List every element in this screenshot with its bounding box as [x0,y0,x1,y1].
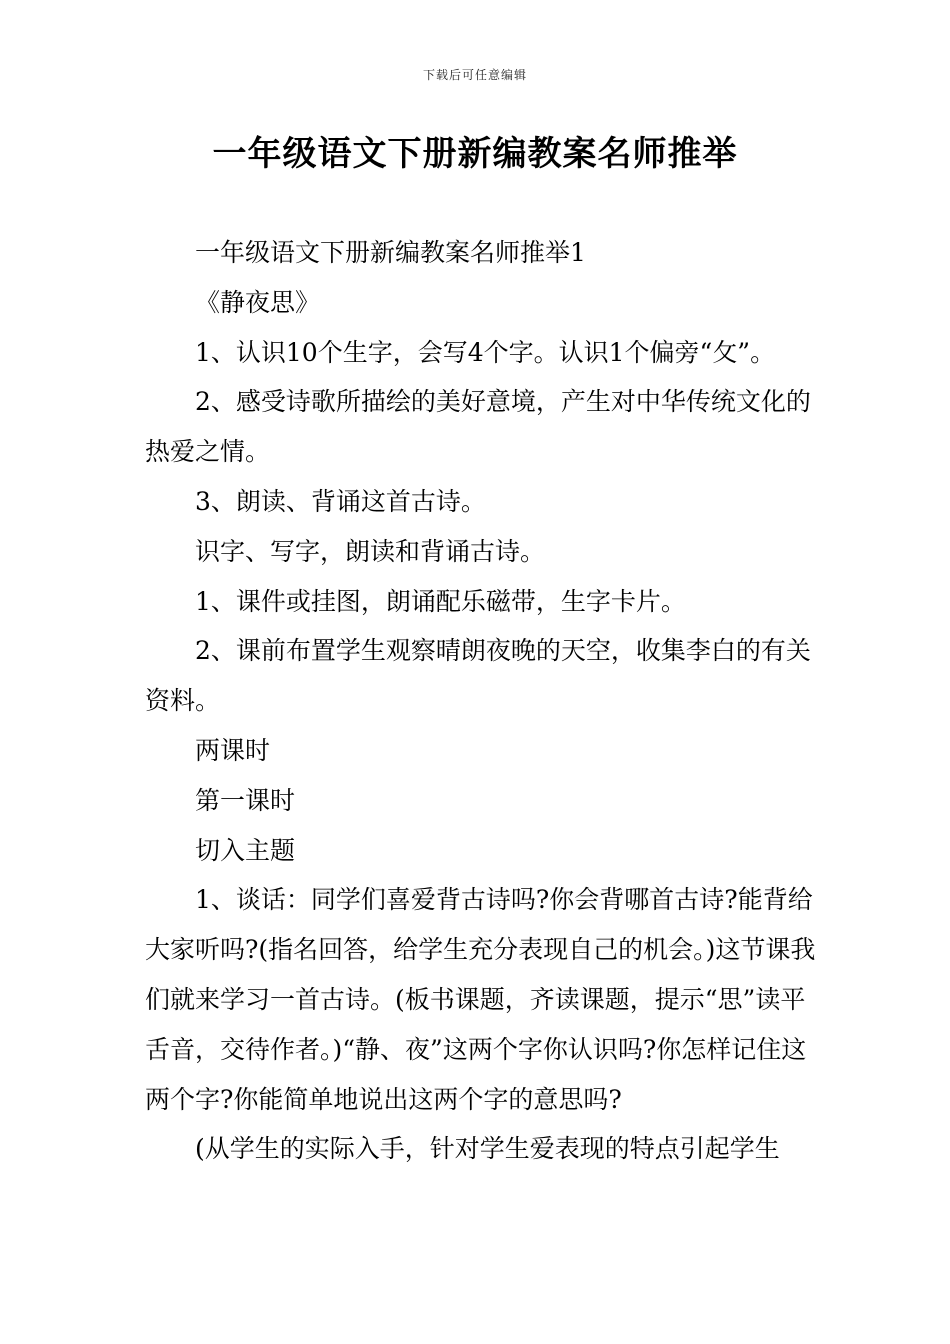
paragraph-note: (从学生的实际入手，针对学生爱表现的特点引起学生 [195,1134,780,1164]
paragraph-intro-heading: 切入主题 [195,835,296,865]
paragraph-goal-1: 1、认识10个生字，会写4个字。认识1个偏旁“攵”。 [195,337,776,367]
paragraph-goal-2: 2、感受诗歌所描绘的美好意境，产生对中华传统文化的热爱之情。 [145,387,811,467]
paragraph-duration: 两课时 [195,735,271,765]
document-title: 一年级语文下册新编教案名师推举 [212,134,738,174]
page-header-note: 下载后可任意编辑 [422,68,527,82]
paragraph-first-lesson: 第一课时 [195,785,296,815]
paragraph-key-points: 识字、写字，朗读和背诵古诗。 [195,536,546,566]
paragraph-prep-2: 2、课前布置学生观察晴朗夜晚的天空，收集李白的有关资料。 [145,636,811,716]
paragraph-intro-talk: 1、谈话：同学们喜爱背古诗吗?你会背哪首古诗?能背给大家听吗?(指名回答，给学生充分表现自己的机会。)这节课我们就来学习一首古诗。(板书课题，齐读课题，提示“思”读平舌音，交待作者。)“静、夜”这两个字你认识吗?你怎样记住这两个字?你能简单地说出这两个字的意思吗? [145,885,816,1114]
paragraph-section-heading: 一年级语文下册新编教案名师推举1 [195,238,586,267]
paragraph-goal-3: 3、朗读、背诵这首古诗。 [195,486,486,516]
paragraph-lesson-title: 《静夜思》 [195,287,321,317]
document-body [145,228,817,1174]
paragraph-prep-1: 1、课件或挂图，朗诵配乐磁带，生字卡片。 [195,586,686,616]
